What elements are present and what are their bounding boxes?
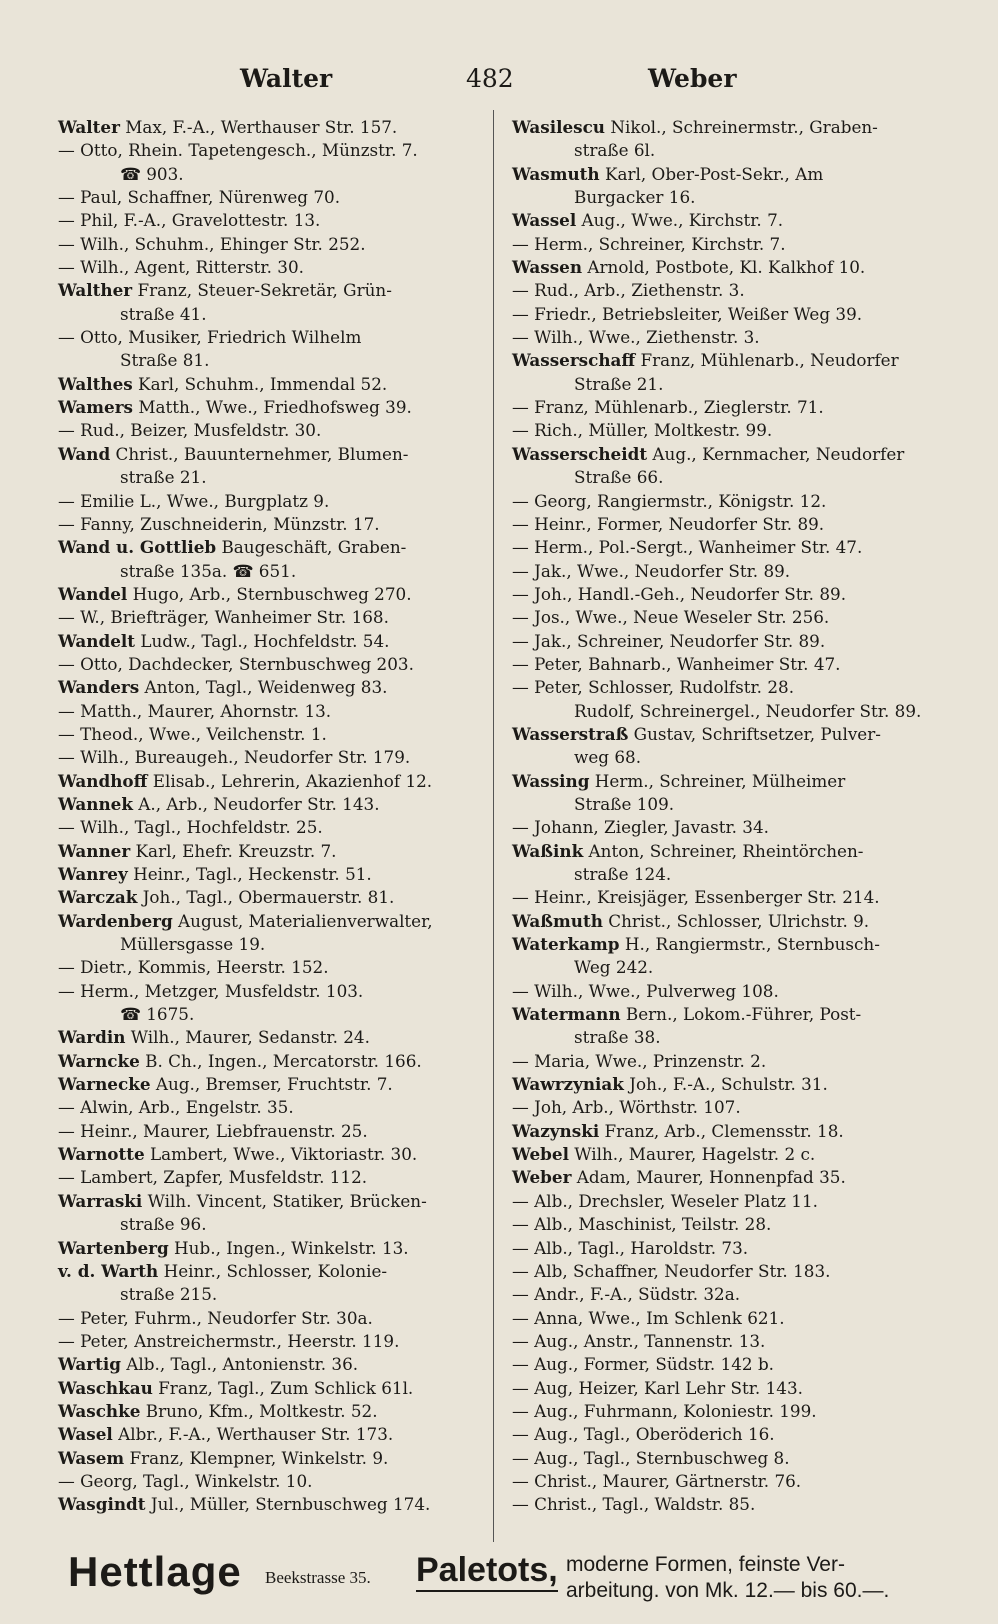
directory-entry xyxy=(58,1143,490,1166)
entry-details: — Theod., Wwe., Veilchenstr. 1. xyxy=(58,723,327,744)
directory-entry xyxy=(512,910,952,933)
entry-details: — Alwin, Arb., Engelstr. 35. xyxy=(58,1097,294,1118)
entry-details: — Peter, Anstreichermstr., Heerstr. 119. xyxy=(58,1330,400,1351)
entry-details: ☎ 903. xyxy=(120,163,184,184)
entry-details: Herm., Schreiner, Mülheimer xyxy=(589,770,846,791)
directory-entry xyxy=(512,1003,952,1026)
directory-entry xyxy=(58,536,490,559)
entry-details: A., Arb., Neudorfer Str. 143. xyxy=(132,793,380,814)
directory-entry xyxy=(512,1050,952,1073)
entry-details: ☎ 1675. xyxy=(120,1004,195,1025)
entry-details: — Johann, Ziegler, Javastr. 34. xyxy=(512,817,769,838)
entry-surname: Wasem xyxy=(58,1447,125,1468)
directory-entry xyxy=(512,816,952,839)
directory-entry xyxy=(58,1120,490,1143)
entry-details: Franz, Klempner, Winkelstr. 9. xyxy=(124,1447,389,1468)
directory-entry xyxy=(512,1447,952,1470)
entry-surname: Wardin xyxy=(58,1027,126,1048)
entry-details: Wilh., Maurer, Hagelstr. 2 c. xyxy=(568,1144,816,1165)
entry-details: Anton, Tagl., Weidenweg 83. xyxy=(139,677,388,698)
entry-details: Wilh. Vincent, Statiker, Brücken- xyxy=(142,1190,427,1211)
entry-surname: Wassen xyxy=(512,257,583,278)
entry-details: Joh., F.-A., Schulstr. 31. xyxy=(623,1074,828,1095)
entry-details: — Alb., Drechsler, Weseler Platz 11. xyxy=(512,1190,818,1211)
entry-details: Adam, Maurer, Honnenpfad 35. xyxy=(571,1167,846,1188)
entry-surname: Waterkamp xyxy=(512,934,620,955)
entry-surname: Wasserschaff xyxy=(512,350,636,371)
directory-entry xyxy=(58,606,490,629)
directory-entry xyxy=(512,1470,952,1493)
directory-entry xyxy=(58,980,490,1003)
directory-entry xyxy=(58,793,490,816)
directory-entry xyxy=(512,1377,952,1400)
directory-entry xyxy=(58,1377,490,1400)
entry-details: straße 6l. xyxy=(574,140,656,161)
directory-entry xyxy=(512,1213,952,1236)
entry-details: H., Rangiermstr., Sternbusch- xyxy=(619,934,880,955)
directory-entry xyxy=(58,723,490,746)
entry-details: — Wilh., Bureaugeh., Neudorfer Str. 179. xyxy=(58,747,411,768)
entry-details: — W., Briefträger, Wanheimer Str. 168. xyxy=(58,607,389,628)
entry-details: — Aug, Heizer, Karl Lehr Str. 143. xyxy=(512,1377,803,1398)
entry-surname: Wasel xyxy=(58,1424,113,1445)
entry-details: Jul., Müller, Sternbuschweg 174. xyxy=(145,1494,431,1515)
directory-entry xyxy=(58,1213,490,1236)
entry-details: Aug., Kernmacher, Neudorfer xyxy=(647,443,905,464)
entry-details: — Peter, Schlosser, Rudolfstr. 28. xyxy=(512,677,795,698)
directory-entry xyxy=(512,279,952,302)
directory-entry xyxy=(512,1026,952,1049)
directory-entry xyxy=(58,816,490,839)
entry-surname: Wasgindt xyxy=(58,1494,146,1515)
directory-entry xyxy=(512,863,952,886)
entry-surname: Webel xyxy=(512,1144,569,1165)
entry-details: Straße 81. xyxy=(120,350,210,371)
directory-entry xyxy=(58,1073,490,1096)
entry-details: — Aug., Anstr., Tannenstr. 13. xyxy=(512,1330,766,1351)
directory-entry xyxy=(512,1260,952,1283)
entry-details: Heinr., Tagl., Heckenstr. 51. xyxy=(127,864,372,884)
directory-entry xyxy=(512,1237,952,1260)
directory-entry xyxy=(58,1400,490,1423)
directory-entry xyxy=(58,1003,490,1026)
entry-details: — Fanny, Zuschneiderin, Münzstr. 17. xyxy=(58,513,380,534)
entry-details: — Otto, Dachdecker, Sternbuschweg 203. xyxy=(58,653,414,674)
directory-entry xyxy=(58,186,490,209)
entry-details: Straße 109. xyxy=(574,793,675,814)
directory-entry xyxy=(58,373,490,396)
directory-entry xyxy=(58,886,490,909)
entry-details: straße 135a. ☎ 651. xyxy=(120,560,297,581)
entry-details: — Friedr., Betriebsleiter, Weißer Weg 39. xyxy=(512,303,863,324)
entry-details: Aug., Bremser, Fruchtstr. 7. xyxy=(150,1074,393,1095)
directory-entry xyxy=(512,443,952,466)
entry-details: Franz, Tagl., Zum Schlick 61l. xyxy=(152,1377,414,1398)
directory-entry xyxy=(512,139,952,162)
directory-entry xyxy=(58,746,490,769)
entry-details: Christ., Bauunternehmer, Blumen- xyxy=(110,443,409,464)
directory-entry xyxy=(58,840,490,863)
entry-details: — Wilh., Agent, Ritterstr. 30. xyxy=(58,257,304,278)
directory-entry xyxy=(512,163,952,186)
directory-entry xyxy=(58,163,490,186)
entry-details: Nikol., Schreinermstr., Graben- xyxy=(605,117,878,137)
directory-entry xyxy=(58,1283,490,1306)
entry-details: — Wilh., Wwe., Ziethenstr. 3. xyxy=(512,327,760,348)
entry-surname: Waschkau xyxy=(58,1377,153,1398)
entry-details: Hub., Ingen., Winkelstr. 13. xyxy=(168,1237,409,1258)
entry-details: — Lambert, Zapfer, Musfeldstr. 112. xyxy=(58,1167,368,1188)
directory-entry xyxy=(512,349,952,372)
directory-entry xyxy=(58,1470,490,1493)
directory-entry xyxy=(512,653,952,676)
directory-entry xyxy=(58,863,490,886)
entry-details: — Rich., Müller, Moltkestr. 99. xyxy=(512,420,773,441)
directory-entry xyxy=(512,1283,952,1306)
entry-surname: Wardenberg xyxy=(58,910,173,931)
entry-details: — Franz, Mühlenarb., Zieglerstr. 71. xyxy=(512,397,824,418)
directory-entry xyxy=(58,1096,490,1119)
entry-surname: Walthes xyxy=(58,373,133,394)
entry-details: Elisab., Lehrerin, Akazienhof 12. xyxy=(147,770,433,791)
directory-entry xyxy=(512,746,952,769)
entry-details: Anton, Schreiner, Rheintörchen- xyxy=(583,840,864,861)
directory-entry xyxy=(58,1260,490,1283)
directory-entry xyxy=(58,139,490,162)
entry-details: — Aug., Tagl., Sternbuschweg 8. xyxy=(512,1447,790,1468)
entry-details: Christ., Schlosser, Ulrichstr. 9. xyxy=(602,910,870,931)
entry-details: — Heinr., Former, Neudorfer Str. 89. xyxy=(512,513,825,534)
entry-surname: Wanrey xyxy=(58,864,128,884)
ad-brand: Hettlage xyxy=(68,1548,242,1595)
directory-entry xyxy=(58,1050,490,1073)
entry-details: — Rud., Beizer, Musfeldstr. 30. xyxy=(58,420,322,441)
directory-entry xyxy=(58,630,490,653)
directory-entry xyxy=(58,1237,490,1260)
ad-product: Paletots, xyxy=(416,1550,558,1592)
entry-details: — Otto, Musiker, Friedrich Wilhelm xyxy=(58,327,362,348)
entry-surname: Wassing xyxy=(512,770,590,791)
directory-entry xyxy=(512,676,952,699)
directory-entry xyxy=(58,513,490,536)
entry-details: Bruno, Kfm., Moltkestr. 52. xyxy=(140,1400,378,1421)
directory-entry xyxy=(512,933,952,956)
entry-details: straße 124. xyxy=(574,864,672,884)
entry-details: Max, F.-A., Werthauser Str. 157. xyxy=(119,117,398,137)
entry-details: Müllersgasse 19. xyxy=(120,934,266,955)
directory-entry xyxy=(512,1120,952,1143)
directory-entry xyxy=(512,116,952,139)
directory-entry xyxy=(512,606,952,629)
directory-entry xyxy=(512,1330,952,1353)
entry-details: — Georg, Tagl., Winkelstr. 10. xyxy=(58,1470,313,1491)
entry-details: Alb., Tagl., Antonienstr. 36. xyxy=(120,1354,359,1375)
column-divider xyxy=(493,110,494,1542)
entry-surname: Warraski xyxy=(58,1190,143,1211)
entry-details: Weg 242. xyxy=(574,957,654,978)
ad-description-line2: arbeitung. von Mk. 12.— bis 60.—. xyxy=(566,1579,890,1602)
entry-details: Burgacker 16. xyxy=(574,187,696,208)
directory-entry xyxy=(58,443,490,466)
entry-details: — Wilh., Wwe., Pulverweg 108. xyxy=(512,980,779,1001)
directory-entry xyxy=(58,583,490,606)
entry-details: — Georg, Rangiermstr., Königstr. 12. xyxy=(512,490,827,511)
directory-entry xyxy=(512,700,952,723)
entry-details: — Jos., Wwe., Neue Weseler Str. 256. xyxy=(512,607,830,628)
entry-details: Karl, Ehefr. Kreuzstr. 7. xyxy=(130,840,337,861)
entry-details: — Andr., F.-A., Südstr. 32a. xyxy=(512,1284,741,1305)
entry-details: — Dietr., Kommis, Heerstr. 152. xyxy=(58,957,329,978)
entry-details: — Maria, Wwe., Prinzenstr. 2. xyxy=(512,1050,767,1071)
entry-surname: Wand xyxy=(58,443,111,464)
entry-details: straße 38. xyxy=(574,1027,661,1048)
entry-details: Heinr., Schlosser, Kolonie- xyxy=(158,1260,388,1281)
directory-entry xyxy=(512,793,952,816)
entry-details: — Aug., Former, Südstr. 142 b. xyxy=(512,1354,775,1375)
entry-surname: Wanner xyxy=(58,840,131,861)
directory-entry xyxy=(58,233,490,256)
entry-details: Gustav, Schriftsetzer, Pulver- xyxy=(628,723,881,744)
entry-details: — Heinr., Maurer, Liebfrauenstr. 25. xyxy=(58,1120,368,1141)
entry-surname: Watermann xyxy=(512,1004,621,1025)
entry-details: — Matth., Maurer, Ahornstr. 13. xyxy=(58,700,332,721)
header-right-word: Weber xyxy=(648,64,737,93)
entry-surname: Wanders xyxy=(58,677,140,698)
left-column xyxy=(58,116,490,1517)
entry-details: — Alb., Maschinist, Teilstr. 28. xyxy=(512,1214,772,1235)
directory-entry xyxy=(512,490,952,513)
entry-surname: Weber xyxy=(512,1167,572,1188)
entry-details: — Anna, Wwe., Im Schlenk 621. xyxy=(512,1307,785,1328)
entry-details: straße 41. xyxy=(120,303,207,324)
entry-surname: Walter xyxy=(58,117,120,137)
entry-details: — Rud., Arb., Ziethenstr. 3. xyxy=(512,280,745,301)
directory-entry xyxy=(512,326,952,349)
entry-details: Arnold, Postbote, Kl. Kalkhof 10. xyxy=(582,257,866,278)
right-column xyxy=(512,116,952,1517)
directory-entry xyxy=(512,209,952,232)
directory-entry xyxy=(58,349,490,372)
entry-details: — Peter, Bahnarb., Wanheimer Str. 47. xyxy=(512,653,841,674)
entry-details: — Aug., Tagl., Oberöderich 16. xyxy=(512,1424,775,1445)
directory-entry xyxy=(58,326,490,349)
directory-entry xyxy=(512,723,952,746)
directory-entry xyxy=(58,116,490,139)
page-number: 482 xyxy=(466,64,514,93)
entry-details: — Alb, Schaffner, Neudorfer Str. 183. xyxy=(512,1260,831,1281)
directory-entry xyxy=(512,1307,952,1330)
entry-surname: Wandel xyxy=(58,583,128,604)
entry-details: Albr., F.-A., Werthauser Str. 173. xyxy=(112,1424,394,1445)
entry-details: — Paul, Schaffner, Nürenweg 70. xyxy=(58,187,341,208)
directory-entry xyxy=(58,560,490,583)
directory-entry xyxy=(58,700,490,723)
directory-entry xyxy=(58,1190,490,1213)
entry-surname: v. d. Warth xyxy=(58,1260,159,1281)
directory-entry xyxy=(58,209,490,232)
entry-details: — Joh, Arb., Wörthstr. 107. xyxy=(512,1097,741,1118)
entry-details: straße 215. xyxy=(120,1284,218,1305)
directory-entry xyxy=(512,186,952,209)
entry-details: — Christ., Tagl., Waldstr. 85. xyxy=(512,1494,756,1515)
entry-surname: Wartenberg xyxy=(58,1237,169,1258)
entry-details: Baugeschäft, Graben- xyxy=(216,537,407,558)
directory-entry xyxy=(512,1166,952,1189)
entry-surname: Wasserstraß xyxy=(512,723,629,744)
entry-surname: Wandhoff xyxy=(58,770,148,791)
directory-entry xyxy=(58,490,490,513)
advertisement-footer xyxy=(60,1548,960,1614)
directory-entry xyxy=(58,653,490,676)
entry-details: — Jak., Wwe., Neudorfer Str. 89. xyxy=(512,560,791,581)
entry-details: Wilh., Maurer, Sedanstr. 24. xyxy=(125,1027,370,1048)
directory-entry xyxy=(512,956,952,979)
entry-surname: Wartig xyxy=(58,1354,121,1375)
directory-entry xyxy=(512,1143,952,1166)
directory-entry xyxy=(512,1423,952,1446)
entry-surname: Warnotte xyxy=(58,1144,145,1165)
directory-entry xyxy=(58,1330,490,1353)
directory-entry xyxy=(512,840,952,863)
entry-details: B. Ch., Ingen., Mercatorstr. 166. xyxy=(139,1050,422,1071)
entry-details: — Alb., Tagl., Haroldstr. 73. xyxy=(512,1237,749,1258)
directory-entry xyxy=(58,396,490,419)
directory-entry xyxy=(512,630,952,653)
directory-entry xyxy=(58,256,490,279)
entry-details: straße 21. xyxy=(120,467,207,488)
entry-details: Franz, Arb., Clemensstr. 18. xyxy=(599,1120,844,1141)
entry-surname: Wannek xyxy=(58,793,133,814)
directory-entry xyxy=(512,303,952,326)
directory-entry xyxy=(58,1307,490,1330)
entry-details: weg 68. xyxy=(574,747,642,768)
directory-entry xyxy=(58,1353,490,1376)
entry-details: — Jak., Schreiner, Neudorfer Str. 89. xyxy=(512,630,826,651)
entry-surname: Walther xyxy=(58,280,133,301)
directory-entry xyxy=(58,303,490,326)
directory-entry xyxy=(512,1353,952,1376)
entry-surname: Warnecke xyxy=(58,1074,151,1095)
entry-surname: Wasserscheidt xyxy=(512,443,648,464)
directory-entry xyxy=(512,419,952,442)
entry-details: — Emilie L., Wwe., Burgplatz 9. xyxy=(58,490,330,511)
directory-entry xyxy=(58,1447,490,1470)
directory-entry xyxy=(512,1073,952,1096)
entry-details: Franz, Mühlenarb., Neudorfer xyxy=(635,350,899,371)
entry-surname: Wamers xyxy=(58,397,133,418)
entry-details: — Wilh., Tagl., Hochfeldstr. 25. xyxy=(58,817,323,838)
entry-details: — Wilh., Schuhm., Ehinger Str. 252. xyxy=(58,233,366,254)
directory-entry xyxy=(58,419,490,442)
directory-entry xyxy=(512,886,952,909)
ad-description xyxy=(566,1552,966,1604)
entry-details: — Otto, Rhein. Tapetengesch., Münzstr. 7. xyxy=(58,140,418,161)
entry-details: August, Materialienverwalter, xyxy=(172,910,433,931)
entry-details: Straße 21. xyxy=(574,373,664,394)
entry-details: — Christ., Maurer, Gärtnerstr. 76. xyxy=(512,1470,802,1491)
entry-details: Straße 66. xyxy=(574,467,664,488)
directory-entry xyxy=(512,256,952,279)
entry-surname: Wand u. Gottlieb xyxy=(58,537,217,558)
directory-entry xyxy=(58,1166,490,1189)
entry-details: Ludw., Tagl., Hochfeldstr. 54. xyxy=(135,630,390,651)
directory-entry xyxy=(512,1400,952,1423)
entry-surname: Warczak xyxy=(58,887,138,908)
entry-details: Karl, Ober-Post-Sekr., Am xyxy=(599,163,824,184)
directory-entry xyxy=(512,233,952,256)
directory-entry xyxy=(58,770,490,793)
directory-entry xyxy=(512,1493,952,1516)
entry-details: — Aug., Fuhrmann, Koloniestr. 199. xyxy=(512,1400,817,1421)
entry-surname: Wasilescu xyxy=(512,117,606,137)
entry-details: — Phil, F.-A., Gravelottestr. 13. xyxy=(58,210,321,231)
directory-entry xyxy=(512,466,952,489)
directory-entry xyxy=(512,1190,952,1213)
directory-entry xyxy=(58,676,490,699)
entry-surname: Wasmuth xyxy=(512,163,600,184)
ad-description-line1: moderne Formen, feinste Ver- xyxy=(566,1553,845,1576)
entry-surname: Wazynski xyxy=(512,1120,600,1141)
entry-details: Matth., Wwe., Friedhofsweg 39. xyxy=(132,397,412,418)
directory-entry xyxy=(512,980,952,1003)
entry-surname: Waschke xyxy=(58,1400,141,1421)
entry-details: Lambert, Wwe., Viktoriastr. 30. xyxy=(144,1144,418,1165)
entry-details: — Herm., Pol.-Sergt., Wanheimer Str. 47. xyxy=(512,537,863,558)
ad-address: Beekstrasse 35. xyxy=(265,1568,371,1587)
entry-details: Karl, Schuhm., Immendal 52. xyxy=(132,373,388,394)
entry-surname: Waßink xyxy=(512,840,584,861)
directory-entry xyxy=(58,933,490,956)
entry-details: Rudolf, Schreinergel., Neudorfer Str. 89. xyxy=(574,700,922,721)
entry-surname: Warncke xyxy=(58,1050,140,1071)
directory-entry xyxy=(58,1026,490,1049)
entry-details: — Herm., Metzger, Musfeldstr. 103. xyxy=(58,980,364,1001)
header-left-word: Walter xyxy=(240,64,333,93)
entry-details: Bern., Lokom.-Führer, Post- xyxy=(620,1004,862,1025)
directory-entry xyxy=(58,1423,490,1446)
directory-entry xyxy=(512,513,952,536)
directory-entry xyxy=(512,536,952,559)
entry-details: — Heinr., Kreisjäger, Essenberger Str. 214. xyxy=(512,887,880,908)
entry-details: Aug., Wwe., Kirchstr. 7. xyxy=(576,210,784,231)
entry-surname: Wassel xyxy=(512,210,577,231)
entry-surname: Wandelt xyxy=(58,630,135,651)
entry-details: Hugo, Arb., Sternbuschweg 270. xyxy=(127,583,412,604)
directory-entry xyxy=(512,396,952,419)
directory-entry xyxy=(58,956,490,979)
directory-entry xyxy=(512,373,952,396)
entry-surname: Waßmuth xyxy=(512,910,603,931)
entry-details: Joh., Tagl., Obermauerstr. 81. xyxy=(137,887,395,908)
entry-details: — Herm., Schreiner, Kirchstr. 7. xyxy=(512,233,786,254)
entry-details: straße 96. xyxy=(120,1214,207,1235)
page-header xyxy=(0,64,998,98)
directory-entry xyxy=(58,910,490,933)
directory-entry xyxy=(512,770,952,793)
entry-details: Franz, Steuer-Sekretär, Grün- xyxy=(132,280,392,301)
directory-entry xyxy=(512,560,952,583)
directory-entry xyxy=(58,466,490,489)
directory-entry xyxy=(58,1493,490,1516)
directory-entry xyxy=(512,1096,952,1119)
entry-details: — Peter, Fuhrm., Neudorfer Str. 30a. xyxy=(58,1307,373,1328)
directory-entry xyxy=(58,279,490,302)
directory-entry xyxy=(512,583,952,606)
entry-details: — Joh., Handl.-Geh., Neudorfer Str. 89. xyxy=(512,583,847,604)
entry-surname: Wawrzyniak xyxy=(512,1074,624,1095)
